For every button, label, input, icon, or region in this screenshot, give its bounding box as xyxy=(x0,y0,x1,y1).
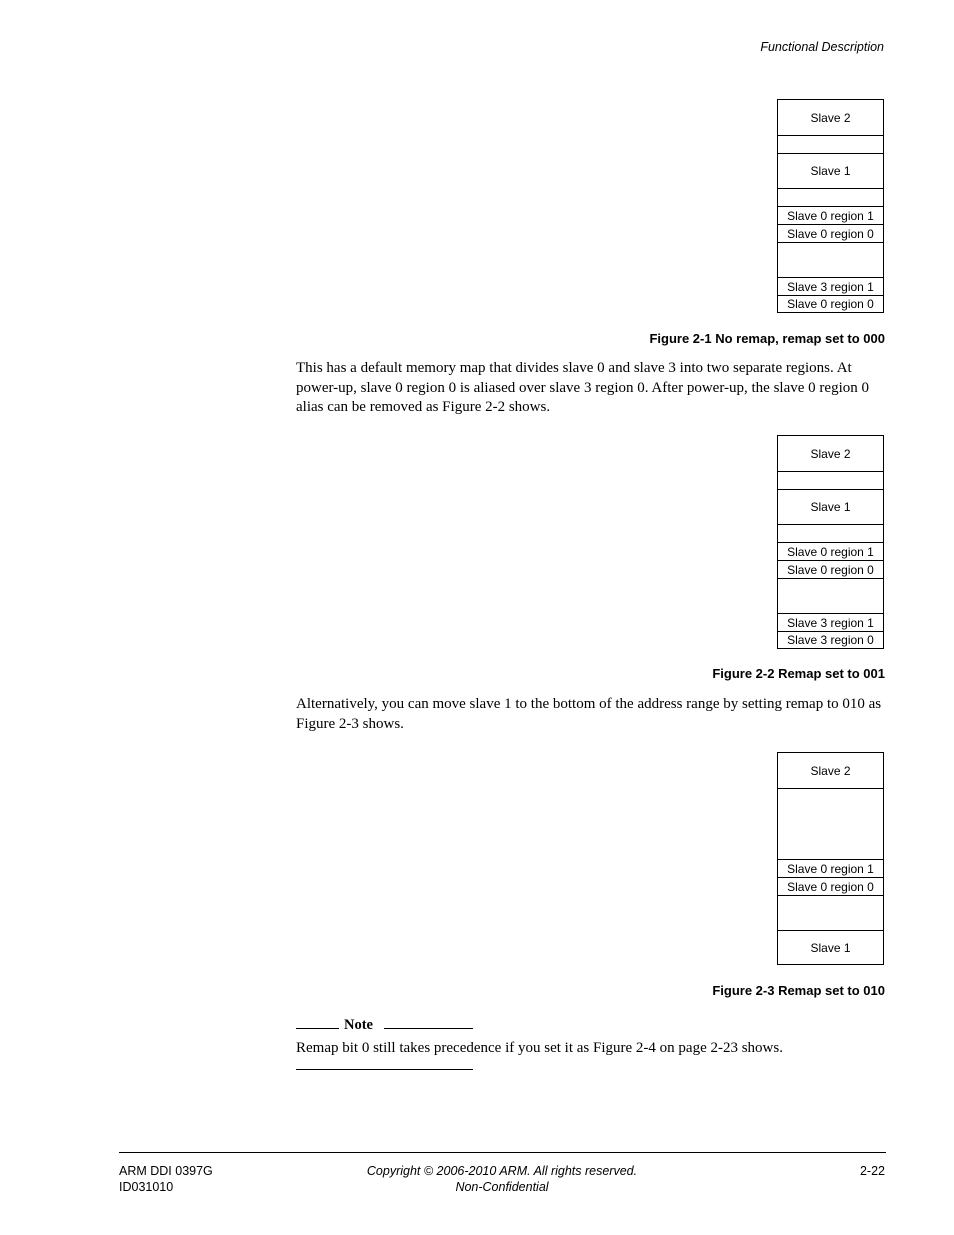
memory-map-figure-3 xyxy=(777,752,884,965)
memory-block xyxy=(778,525,883,543)
memory-block: Slave 0 region 1 xyxy=(778,543,883,561)
memory-map-figure-1 xyxy=(777,99,884,313)
section-title: Functional Description xyxy=(760,40,884,54)
memory-block: Slave 3 region 1 xyxy=(778,278,883,296)
memory-block: Slave 0 region 0 xyxy=(778,225,883,243)
memory-block xyxy=(778,136,883,154)
memory-block: Slave 1 xyxy=(810,940,851,955)
memory-block: Slave 2 xyxy=(778,753,883,789)
note-title: Note xyxy=(344,1017,373,1033)
footer-confidentiality: Non-Confidential xyxy=(455,1180,549,1194)
memory-block: Slave 0 region 1 xyxy=(778,860,883,878)
memory-block xyxy=(778,896,883,931)
memory-block: Slave 0 region 0 xyxy=(778,878,883,896)
memory-block: Slave 1 xyxy=(778,490,883,525)
footer-doc-id: ARM DDI 0397G xyxy=(119,1164,213,1178)
footer-doc-ids xyxy=(119,1163,213,1195)
memory-block: Slave 2 xyxy=(778,436,883,472)
note-text: Remap bit 0 still takes precedence if you set it as Figure 2-4 on page 2-23 shows. xyxy=(296,1040,783,1056)
memory-block: Slave 0 region 0 xyxy=(787,297,874,311)
body-paragraph: Alternatively, you can move slave 1 to the bottom of the address range by setting remap to 010 as Figure 2-3 shows. xyxy=(296,696,882,732)
memory-block xyxy=(778,243,883,278)
figure-caption: Figure 2-2 Remap set to 001 xyxy=(712,666,885,681)
footer-center xyxy=(300,1163,704,1195)
memory-block xyxy=(778,472,883,490)
memory-block: Slave 2 xyxy=(778,100,883,136)
memory-block: Slave 0 region 0 xyxy=(778,561,883,579)
memory-block xyxy=(778,189,883,207)
note-rule-left xyxy=(296,1028,339,1029)
memory-block: Slave 1 xyxy=(778,154,883,189)
memory-map-figure-2 xyxy=(777,435,884,649)
memory-block xyxy=(778,579,883,614)
note-rule-bottom xyxy=(296,1069,473,1070)
memory-block xyxy=(778,789,883,860)
figure-caption: Figure 2-1 No remap, remap set to 000 xyxy=(649,331,885,346)
memory-block: Slave 3 region 1 xyxy=(778,614,883,632)
note-rule-right xyxy=(384,1028,473,1029)
memory-block: Slave 3 region 0 xyxy=(787,633,874,647)
memory-block: Slave 0 region 1 xyxy=(778,207,883,225)
footer-rule xyxy=(119,1152,886,1153)
footer-issue-id: ID031010 xyxy=(119,1180,174,1194)
figure-caption: Figure 2-3 Remap set to 010 xyxy=(712,983,885,998)
page-number: 2-22 xyxy=(859,1164,885,1178)
footer-copyright: Copyright © 2006-2010 ARM. All rights reserved. xyxy=(366,1164,638,1178)
body-paragraph: This has a default memory map that divides slave 0 and slave 3 into two separate regions. At power-up, slave 0 region 0 is aliased over slave 3 region 0. After power-up, the slave 0 region 0 alias can be removed as Figure 2-2 shows. xyxy=(296,360,869,416)
